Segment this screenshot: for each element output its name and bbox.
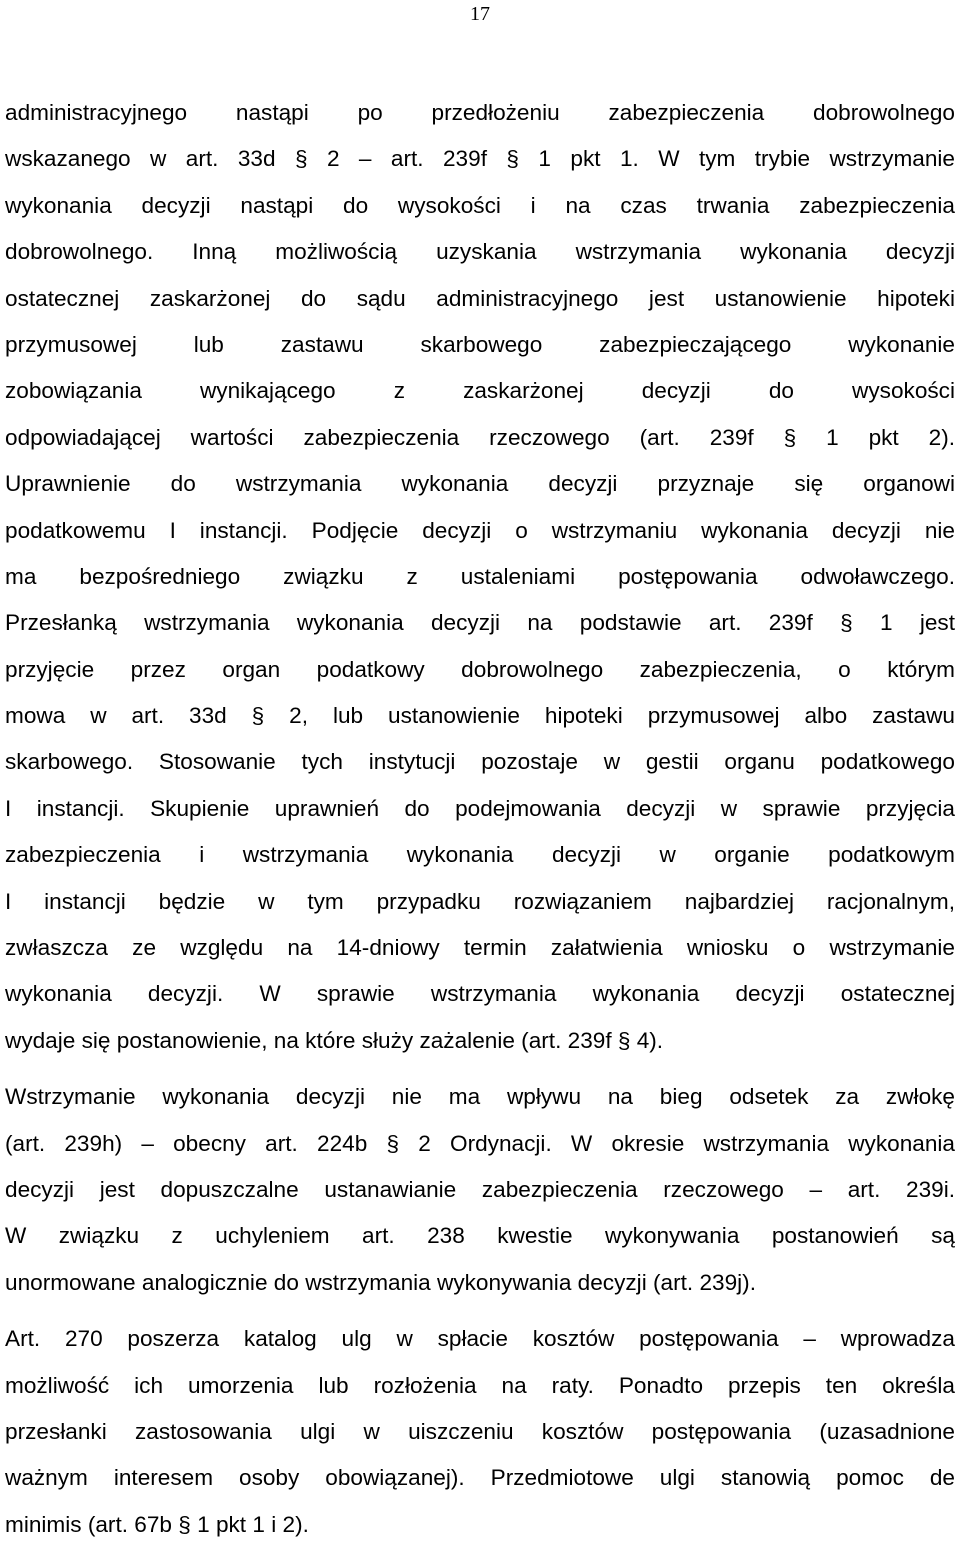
text-line: przyjęcie przez organ podatkowy dobrowolnego zabezpieczenia, o którym <box>5 656 955 682</box>
text-line: (art. 239h) – obecny art. 224b § 2 Ordynacji. W okresie wstrzymania wykonania <box>5 1130 955 1156</box>
text-line: unormowane analogicznie do wstrzymania wykonywania decyzji (art. 239j). <box>5 1269 756 1295</box>
text-line: ważnym interesem osoby obowiązanej). Przedmiotowe ulgi stanowią pomoc de <box>5 1465 955 1491</box>
paragraph-1 <box>5 90 955 1064</box>
paragraph-spacer <box>5 1306 955 1316</box>
paragraph-3 <box>5 1316 955 1548</box>
page-number: 17 <box>470 3 490 25</box>
text-line: wykonania decyzji nastąpi do wysokości i na czas trwania zabezpieczenia <box>5 192 955 218</box>
text-line: możliwość ich umorzenia lub rozłożenia na raty. Ponadto przepis ten określa <box>5 1372 955 1398</box>
text-line: W związku z uchyleniem art. 238 kwestie wykonywania postanowień są <box>5 1223 955 1249</box>
text-line: ma bezpośredniego związku z ustaleniami postępowania odwoławczego. <box>5 563 955 589</box>
text-line: Uprawnienie do wstrzymania wykonania decyzji przyznaje się organowi <box>5 471 955 497</box>
text-line: podatkowemu I instancji. Podjęcie decyzji o wstrzymaniu wykonania decyzji nie <box>5 517 955 543</box>
text-line: Art. 270 poszerza katalog ulg w spłacie kosztów postępowania – wprowadza <box>5 1326 955 1352</box>
text-line: dobrowolnego. Inną możliwością uzyskania wstrzymania wykonania decyzji <box>5 239 955 265</box>
text-line: zabezpieczenia i wstrzymania wykonania decyzji w organie podatkowym <box>5 842 955 868</box>
text-line: zwłaszcza ze względu na 14-dniowy termin załatwienia wniosku o wstrzymanie <box>5 935 955 961</box>
text-line: przymusowej lub zastawu skarbowego zabezpieczającego wykonanie <box>5 331 955 357</box>
text-line: Przesłanką wstrzymania wykonania decyzji na podstawie art. 239f § 1 jest <box>5 610 955 636</box>
paragraph-spacer <box>5 1064 955 1074</box>
text-line: I instancji. Skupienie uprawnień do podejmowania decyzji w sprawie przyjęcia <box>5 795 955 821</box>
text-line: minimis (art. 67b § 1 pkt 1 i 2). <box>5 1511 309 1537</box>
text-line: wskazanego w art. 33d § 2 – art. 239f § 1 pkt 1. W tym trybie wstrzymanie <box>5 146 955 172</box>
text-line: wydaje się postanowienie, na które służy zażalenie (art. 239f § 4). <box>5 1027 664 1053</box>
text-line: zobowiązania wynikającego z zaskarżonej decyzji do wysokości <box>5 378 955 404</box>
text-line: administracyjnego nastąpi po przedłożeniu zabezpieczenia dobrowolnego <box>5 100 955 125</box>
text-line: wykonania decyzji. W sprawie wstrzymania wykonania decyzji ostatecznej <box>5 981 955 1007</box>
text-line: skarbowego. Stosowanie tych instytucji pozostaje w gestii organu podatkowego <box>5 749 955 775</box>
text-line: ostatecznej zaskarżonej do sądu administracyjnego jest ustanowienie hipoteki <box>5 285 955 311</box>
paragraph-2 <box>5 1074 955 1306</box>
text-line: I instancji będzie w tym przypadku rozwiązaniem najbardziej racjonalnym, <box>5 888 955 914</box>
document-body <box>5 90 955 1548</box>
text-line: Wstrzymanie wykonania decyzji nie ma wpływu na bieg odsetek za zwłokę <box>5 1084 955 1110</box>
text-line: decyzji jest dopuszczalne ustanawianie zabezpieczenia rzeczowego – art. 239i. <box>5 1176 955 1202</box>
text-line: odpowiadającej wartości zabezpieczenia rzeczowego (art. 239f § 1 pkt 2). <box>5 424 955 450</box>
text-line: mowa w art. 33d § 2, lub ustanowienie hipoteki przymusowej albo zastawu <box>5 703 955 729</box>
text-line: przesłanki zastosowania ulgi w uiszczeniu kosztów postępowania (uzasadnione <box>5 1418 955 1444</box>
